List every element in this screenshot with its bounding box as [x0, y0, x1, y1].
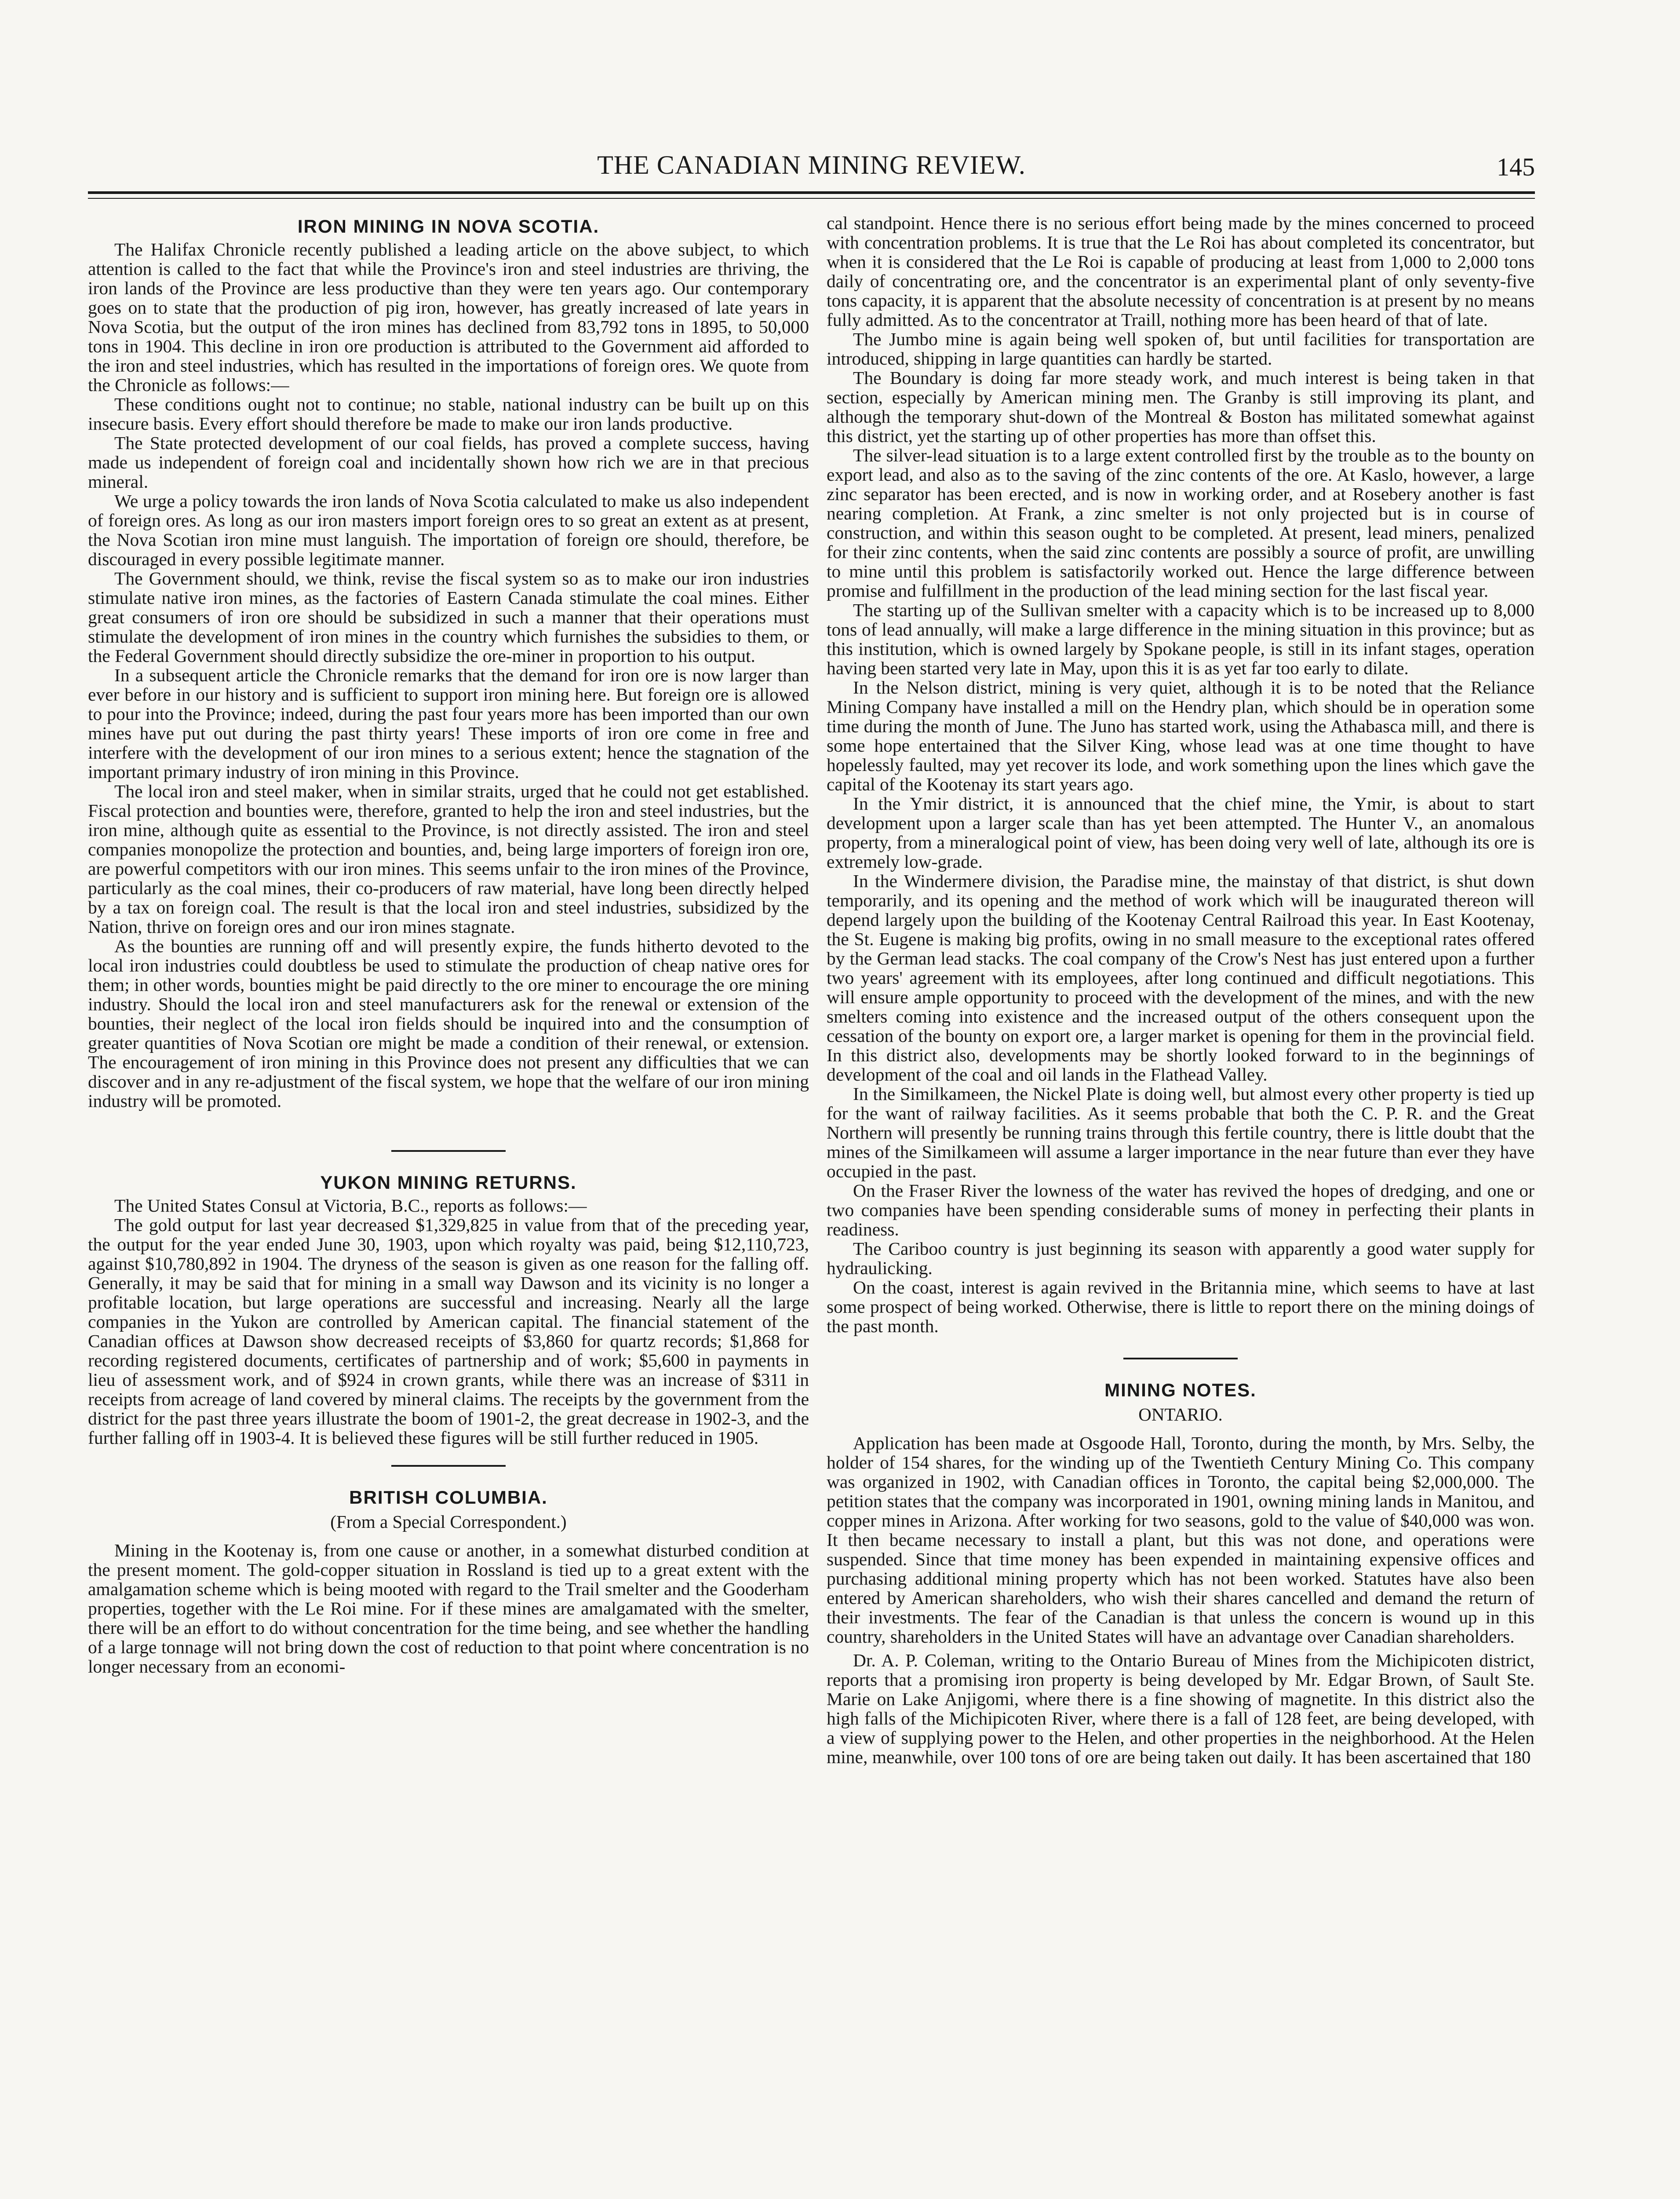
- page-header: [88, 145, 1535, 185]
- article-iron-mining: [88, 213, 809, 1110]
- article-paragraph: Application has been made at Osgoode Hall, Toronto, during the month, by Mrs. Selby, the holder of 154 shares, for the winding up of the Twentieth Century Mining Co. This company was organized in 1902, with Canadian offices in Toronto, the capital being $2,000,000. The petition states that the company was incorporated in 1901, owning mining lands in Manitou, and copper mines in Arizona. After working for two seasons, gold to the value of $40,000 was won. It then became necessary to install a plant, but this was not done, and operations were suspended. Since that time money has been expended in maintaining expensive offices and purchasing additional mining property which has not been worked. Statutes have also been entered by American shareholders, who wish their shares cancelled and demand the return of their investments. The fear of the Canadian is that unless the concern is wound up in this country, shareholders in the United States will have an advantage over Canadian shareholders.: [827, 1433, 1534, 1647]
- article-subheading: (From a Special Correspondent.): [330, 1512, 567, 1532]
- section-separator: [1123, 1358, 1238, 1359]
- article-paragraph: The local iron and steel maker, when in similar straits, urged that he could not get established. Fiscal protection and bounties were, therefore, granted to help the iron and steel industries, but the iron mine, although quite as essential to the Province, is not directly assisted. The iron and steel companies monopolize the protection and bounties, and, being large importers of foreign iron ore, are powerful competitors with our iron mines. This seems unfair to the iron mines of the Province, particularly as the coal mines, their co-producers of raw material, have long been directly helped by a tax on foreign coal. The result is that the local iron and steel industries, subsidized by the Nation, thrive on foreign ores and our iron mines stagnate.: [88, 781, 809, 937]
- article-british-columbia-continued: [827, 213, 1534, 1336]
- right-column: [827, 213, 1534, 1767]
- article-paragraph: The Halifax Chronicle recently published a leading article on the above subject, to which attention is called to the fact that while the Province's iron and steel industries are thriving, the iron lands of the Province are less productive than they were ten years ago. Our contemporary goes on to state that the production of pig iron, however, has greatly increased of late years in Nova Scotia, but the output of the iron mines has declined from 83,792 tons in 1895, to 50,000 tons in 1904. This decline in iron ore production is attributed to the Government aid afforded to the iron and steel industries, which has resulted in the importations of foreign ores. We quote from the Chronicle as follows:—: [88, 239, 809, 395]
- article-paragraph: On the Fraser River the lowness of the water has revived the hopes of dredging, and one or two companies have been spending considerable sums of money in perfecting their plants in readiness.: [827, 1180, 1534, 1239]
- article-paragraph: In a subsequent article the Chronicle remarks that the demand for iron ore is now larger than ever before in our history and is sufficient to support iron mining here. But foreign ore is allowed to pour into the Province; indeed, during the past four years more has been imported than our own mines have put out during the past thirty years! These imports of iron ore come in free and interfere with the development of our iron mines to a serious extent; hence the stagnation of the important primary industry of iron mining in this Province.: [88, 665, 809, 782]
- header-rule-thin: [88, 198, 1535, 199]
- article-paragraph: As the bounties are running off and will presently expire, the funds hitherto devoted to the local iron industries could doubtless be used to stimulate the production of cheap native ores for them; in other words, bounties might be paid directly to the ore miner to encourage the ore mining industry. Should the local iron and steel manufacturers ask for the renewal or extension of the bounties, their neglect of the local iron fields should be inquired into and the consumption of greater quantities of Nova Scotian ore might be made a condition of their renewal, or extension. The encouragement of iron mining in this Province does not present any difficulties that we can discover and in any re-adjustment of the fiscal system, we hope that the welfare of our iron mining industry will be promoted.: [88, 936, 809, 1111]
- section-separator: [391, 1150, 506, 1152]
- article-heading: IRON MINING IN NOVA SCOTIA.: [297, 216, 600, 237]
- article-paragraph: The Jumbo mine is again being well spoken of, but until facilities for transportation are introduced, shipping in large quantities can hardly be started.: [827, 329, 1534, 369]
- article-british-columbia: [88, 1484, 809, 1676]
- article-yukon: [88, 1169, 809, 1447]
- article-paragraph: In the Windermere division, the Paradise mine, the mainstay of that district, is shut down temporarily, and its opening and the method of work which will be inaugurated thereon will depend largely upon the building of the Kootenay Central Railroad this year. In East Kootenay, the St. Eugene is making big profits, owing in no small measure to the exceptional rates offered by the German lead stacks. The coal company of the Crow's Nest has just entered upon a further two years' agreement with its employees, after long continued and difficult negotiations. This will ensure ample opportunity to proceed with the development of the mines, and with the new smelters coming into existence and the increased output of the others consequent upon the cessation of the bounty on export ore, a larger market is opening for them in the provincial field. In this district also, developments may be shortly looked forward to in the beginnings of development of the coal and oil lands in the Flathead Valley.: [827, 871, 1534, 1085]
- article-paragraph: Mining in the Kootenay is, from one cause or another, in a somewhat disturbed condition at the present moment. The gold-copper situation in Rossland is tied up to a great extent with the amalgamation scheme which is being mooted with regard to the Trail smelter and the Gooderham properties, together with the Le Roi mine. For if these mines are amalgamated with the smelter, there will be an effort to do without concentration for the time being, and see whether the handling of a large tonnage will not bring down the cost of reduction to that point where concentration is no longer necessary from an economi-: [88, 1540, 809, 1677]
- article-paragraph: In the Similkameen, the Nickel Plate is doing well, but almost every other property is tied up for the want of railway facilities. As it seems probable that both the C. P. R. and the Great Northern will presently be running trains through this fertile country, there is little doubt that the mines of the Similkameen will assume a larger importance in the near future than ever they have occupied in the past.: [827, 1084, 1534, 1181]
- article-paragraph: The starting up of the Sullivan smelter with a capacity which is to be increased up to 8,000 tons of lead annually, will make a large difference in the mining situation in this province; but as this institution, which is owned largely by Spokane people, is still in its infant stages, operation having been started very late in May, upon this it is as yet far too early to dilate.: [827, 600, 1534, 678]
- section-separator: [391, 1465, 506, 1467]
- article-paragraph: Dr. A. P. Coleman, writing to the Ontario Bureau of Mines from the Michipicoten district, reports that a promising iron property is being developed by Mr. Edgar Brown, of Sault Ste. Marie on Lake Anjigomi, where there is a fine showing of magnetite. In this district also the high falls of the Michipicoten River, where there is a fall of 128 feet, are being developed, with a view of supplying power to the Helen, and other properties in the neighborhood. At the Helen mine, meanwhile, over 100 tons of ore are being taken out daily. It has been ascertained that 180: [827, 1650, 1534, 1767]
- page-number: 145: [1497, 153, 1535, 181]
- article-paragraph: In the Nelson district, mining is very quiet, although it is to be noted that the Reliance Mining Company have installed a mill on the Hendry plan, which should be in operation some time during the month of June. The Juno has started work, using the Athabasca mill, and there is some hope entertained that the Silver King, whose lead was at one time thought to have hopelessly faulted, may yet recover its lode, and work something upon the lines which gave the capital of the Kootenay its start years ago.: [827, 677, 1534, 794]
- article-heading: BRITISH COLUMBIA.: [349, 1487, 548, 1508]
- left-column: [88, 213, 809, 1676]
- article-subheading: ONTARIO.: [1138, 1404, 1223, 1425]
- article-paragraph: The gold output for last year decreased $1,329,825 in value from that of the preceding year, the output for the year ended June 30, 1903, upon which royalty was paid, being $12,110,723, against $10,780,892 in 1904. The dryness of the season is given as one reason for the falling off. Generally, it may be said that for mining in a small way Dawson and its vicinity is no longer a profitable location, but large operations are successful and increasing. Nearly all the large companies in the Yukon are controlled by American capital. The financial statement of the Canadian offices at Dawson show decreased receipts of $3,860 for quartz records; $1,868 for recording registered documents, certificates of partnership and of work; $5,600 in payments in lieu of assessment work, and of $924 in crown grants, while there was an increase of $311 in receipts from acreage of land covered by mineral claims. The receipts by the government from the district for the past three years illustrate the boom of 1901-2, the great decrease in 1902-3, and the further falling off in 1903-4. It is believed these figures will be still further reduced in 1905.: [88, 1215, 809, 1448]
- article-paragraph: In the Ymir district, it is announced that the chief mine, the Ymir, is about to start development upon a larger scale than has yet been attempted. The Hunter V., an anomalous property, from a mineralogical point of view, has been doing very well of late, although its ore is extremely low-grade.: [827, 793, 1534, 872]
- article-paragraph: The State protected development of our coal fields, has proved a complete success, having made us independent of foreign coal and incidentally shown how rich we are in that precious mineral.: [88, 433, 809, 492]
- article-heading: YUKON MINING RETURNS.: [320, 1172, 577, 1193]
- article-paragraph: On the coast, interest is again revived in the Britannia mine, which seems to have at last some prospect of being worked. Otherwise, there is little to report there on the mining doings of the past month.: [827, 1277, 1534, 1336]
- publication-title: THE CANADIAN MINING REVIEW.: [597, 150, 1026, 179]
- article-paragraph: We urge a policy towards the iron lands of Nova Scotia calculated to make us also independent of foreign ores. As long as our iron masters import foreign ores to so great an extent as at present, the Nova Scotian iron mine must languish. The importation of foreign ore should, therefore, be discouraged in every possible legitimate manner.: [88, 491, 809, 569]
- article-paragraph: The Cariboo country is just beginning its season with apparently a good water supply for hydraulicking.: [827, 1238, 1534, 1278]
- article-paragraph: cal standpoint. Hence there is no serious effort being made by the mines concerned to proceed with concentration problems. It is true that the Le Roi has about completed its concentrator, but when it is considered that the Le Roi is capable of producing at least from 1,000 to 2,000 tons daily of concentrating ore, and the concentrator is an experimental plant of only seventy-five tons capacity, it is apparent that the absolute necessity of concentration is at present by no means fully admitted. As to the concentrator at Traill, nothing more has been heard of that of late.: [827, 213, 1534, 330]
- article-paragraph: The United States Consul at Victoria, B.C., reports as follows:—: [114, 1195, 587, 1216]
- article-paragraph: The Boundary is doing far more steady work, and much interest is being taken in that section, especially by American mining men. The Granby is still improving its plant, and although the temporary shut-down of the Montreal & Boston has militated somewhat against this district, yet the starting up of other properties has more than offset this.: [827, 368, 1534, 446]
- article-paragraph: The silver-lead situation is to a large extent controlled first by the trouble as to the bounty on export lead, and also as to the saving of the zinc contents of the ore. At Kaslo, however, a large zinc separator has been erected, and is now in working order, and at Rosebery another is fast nearing completion. At Frank, a zinc smelter is not only projected but is in course of construction, and within this season ought to be completed. At present, lead miners, penalized for their zinc contents, when the said zinc contents are possibly a source of profit, are unwilling to mine until this problem is satisfactorily worked out. Hence the large difference between promise and fulfillment in the production of the lead mining section for the last fiscal year.: [827, 445, 1534, 601]
- article-heading: MINING NOTES.: [1104, 1380, 1257, 1400]
- header-rule-thick: [88, 191, 1535, 194]
- article-paragraph: These conditions ought not to continue; no stable, national industry can be built up on this insecure basis. Every effort should therefore be made to make our iron lands productive.: [88, 394, 809, 434]
- article-paragraph: The Government should, we think, revise the fiscal system so as to make our iron industries stimulate native iron mines, as the factories of Eastern Canada stimulate the coal mines. Either great consumers of iron ore should be subsidized in such a manner that their operations must stimulate the development of iron mines in the country which furnishes the subsidies to them, or the Federal Government should directly subsidize the ore-miner in proportion to his output.: [88, 568, 809, 666]
- article-mining-notes: [827, 1377, 1534, 1767]
